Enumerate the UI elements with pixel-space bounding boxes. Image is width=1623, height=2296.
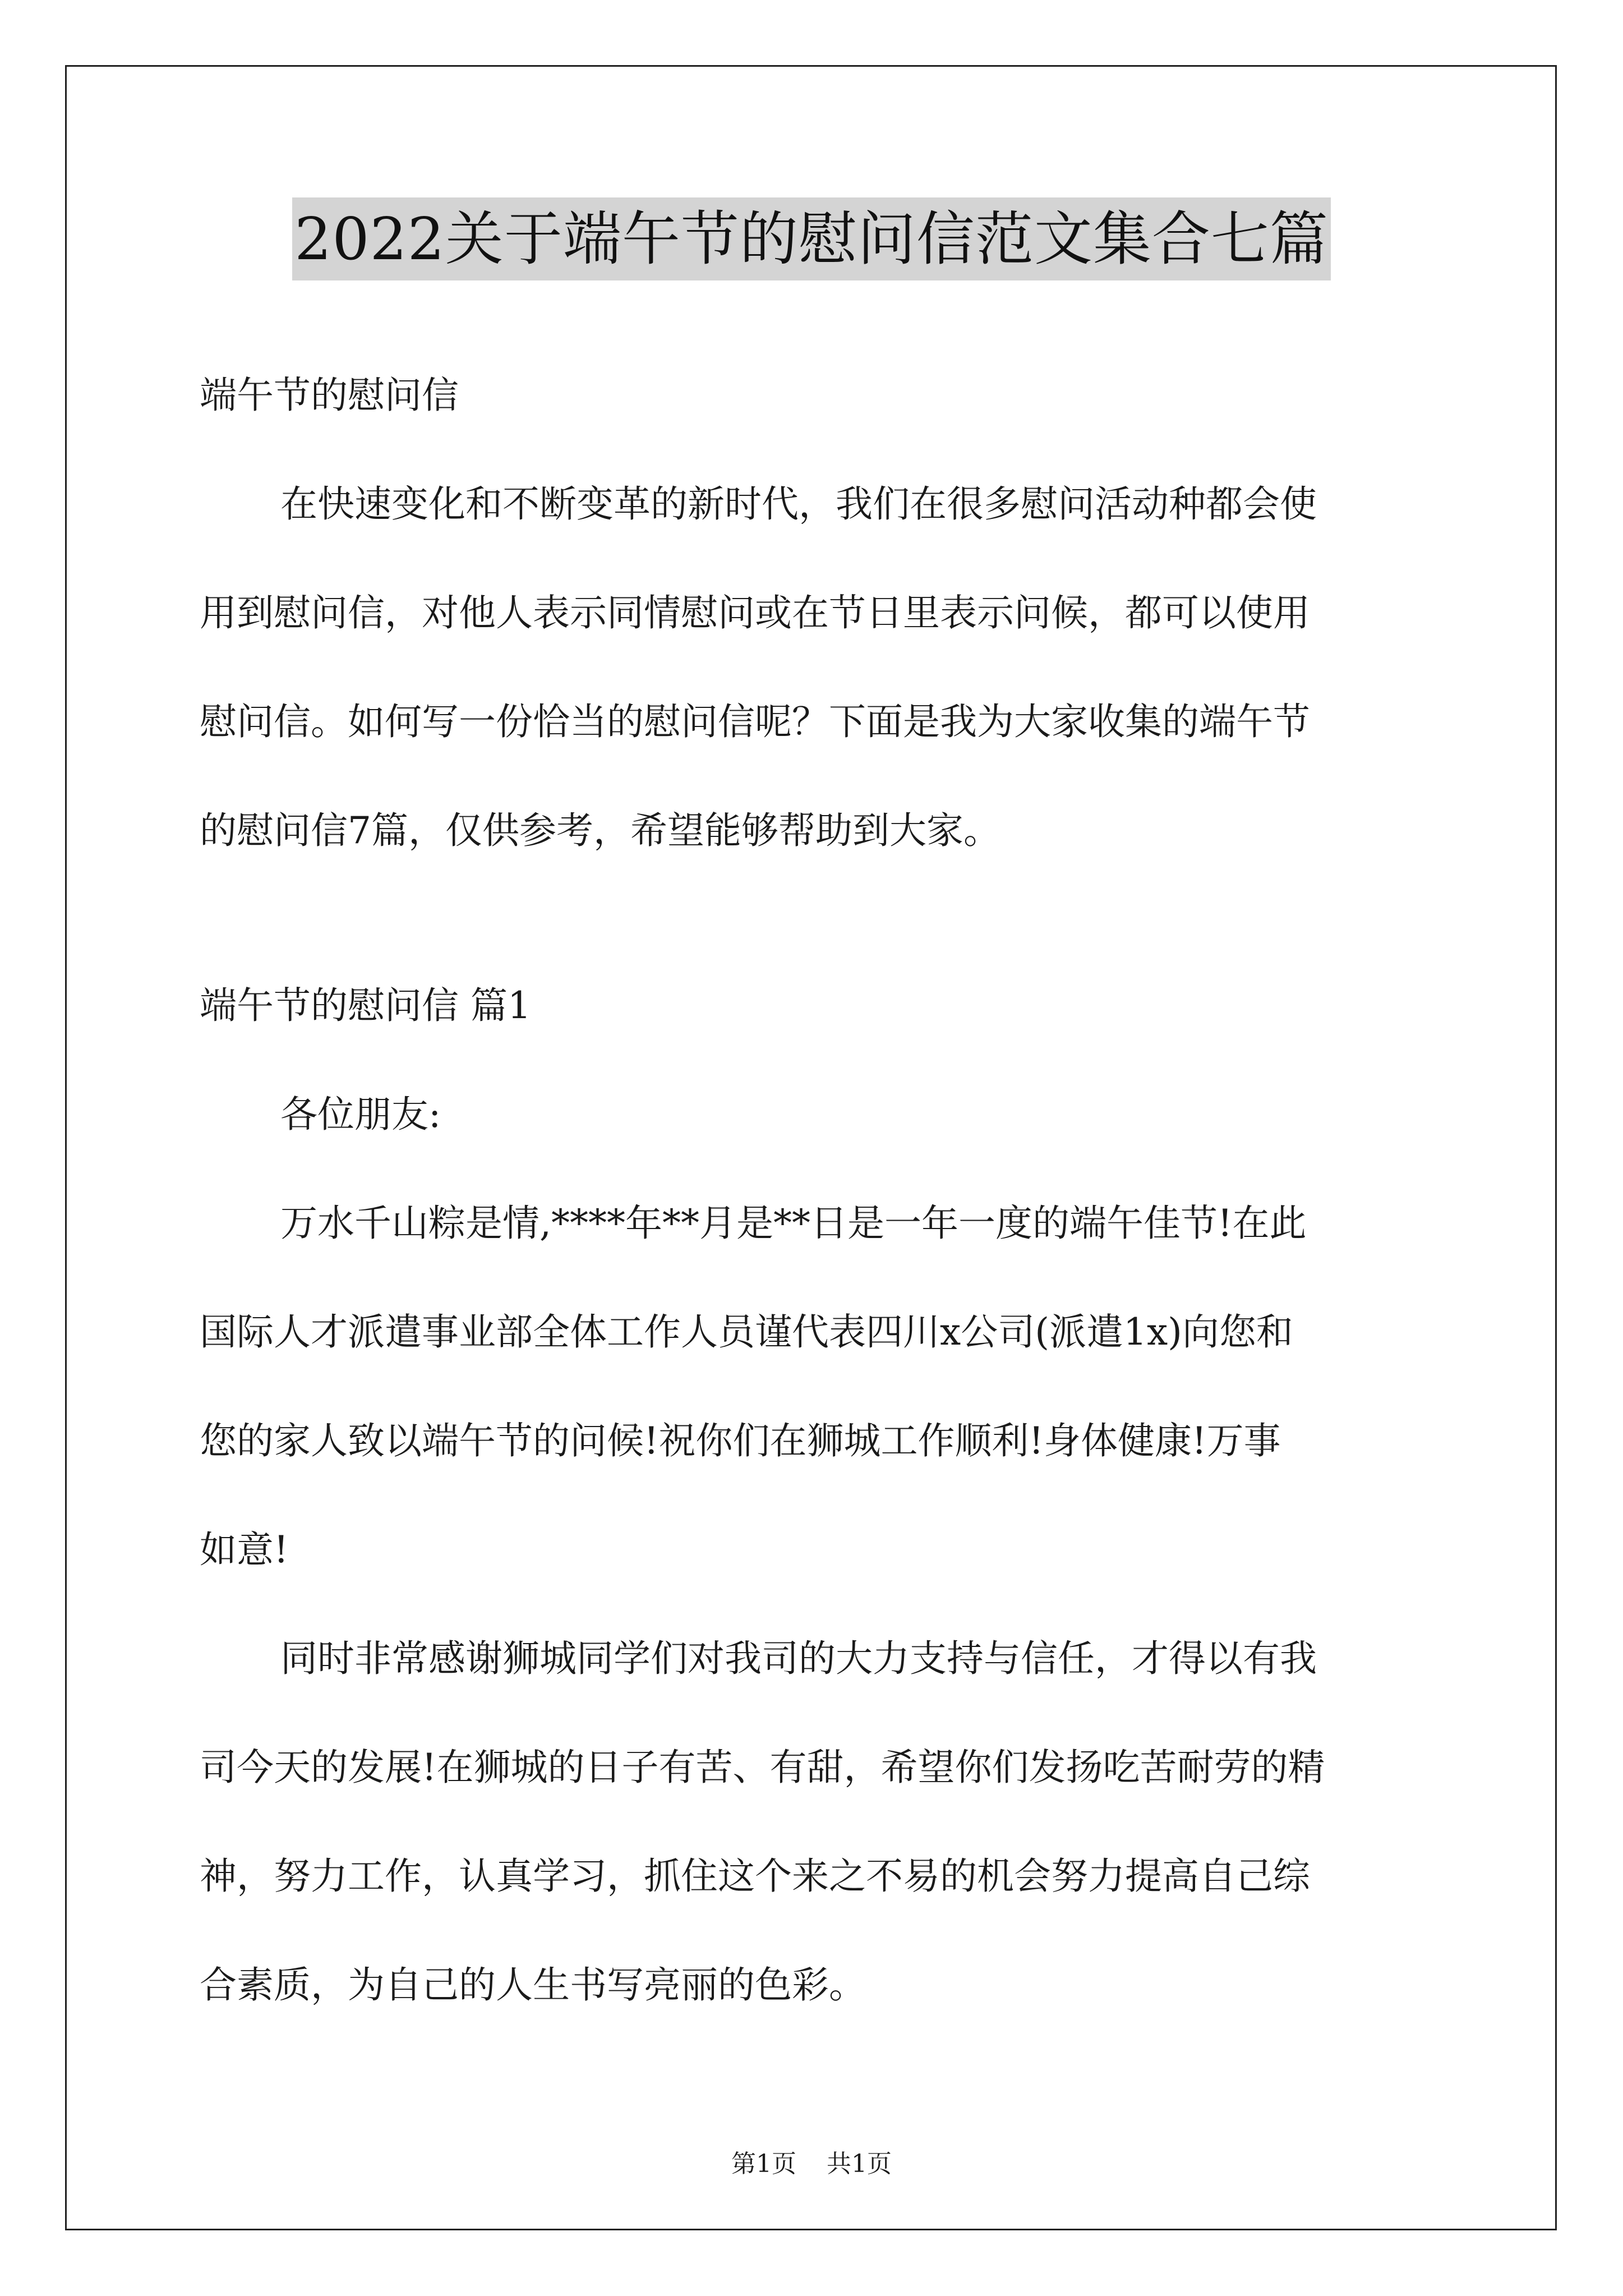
paragraph-line: 同时非常感谢狮城同学们对我司的大力支持与信任，才得以有我	[280, 1637, 1317, 1680]
paragraph-line: 万水千山粽是情,****年**月是**日是一年一度的端午佳节!在此	[280, 1202, 1307, 1245]
intro-heading: 端午节的慰问信	[200, 374, 459, 417]
intro-paragraph	[200, 450, 1433, 885]
body-paragraph-1	[200, 1169, 1433, 1604]
section-heading: 端午节的慰问信 篇1	[200, 984, 531, 1027]
paragraph-line: 合素质，为自己的人生书写亮丽的色彩。	[200, 1963, 866, 2007]
salutation: 各位朋友:	[280, 1093, 441, 1136]
page-footer	[0, 2147, 1623, 2181]
body-paragraph-2	[200, 1604, 1433, 2040]
title-container	[0, 197, 1623, 280]
paragraph-line: 司今天的发展!在狮城的日子有苦、有甜，希望你们发扬吃苦耐劳的精	[200, 1746, 1325, 1789]
paragraph-line: 您的家人致以端午节的问候!祝你们在狮城工作顺利!身体健康!万事	[200, 1419, 1281, 1462]
document-title: 2022关于端午节的慰问信范文集合七篇	[292, 197, 1331, 280]
intro-line: 的慰问信7篇，仅供参考，希望能够帮助到大家。	[200, 809, 1000, 852]
page-total: 共1页	[827, 2150, 892, 2178]
page-number: 第1页	[731, 2150, 796, 2178]
paragraph-line: 如意!	[200, 1528, 289, 1571]
document-body	[200, 341, 1433, 2040]
intro-line: 用到慰问信，对他人表示同情慰问或在节日里表示问候，都可以使用	[200, 591, 1310, 634]
intro-line: 慰问信。如何写一份恰当的慰问信呢？下面是我为大家收集的端午节	[200, 700, 1310, 743]
intro-line: 在快速变化和不断变革的新时代，我们在很多慰问活动种都会使	[280, 482, 1317, 526]
paragraph-line: 神，努力工作，认真学习，抓住这个来之不易的机会努力提高自己综	[200, 1855, 1310, 1898]
paragraph-line: 国际人才派遣事业部全体工作人员谨代表四川x公司(派遣1x)向您和	[200, 1310, 1293, 1354]
